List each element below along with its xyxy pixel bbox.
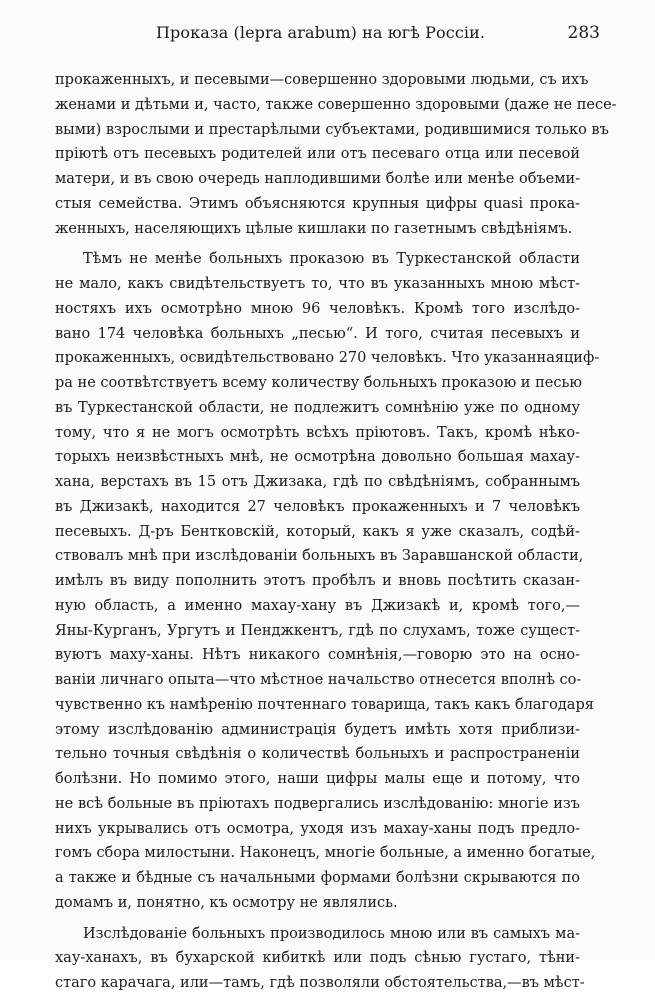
text-line: въ Джизакѣ, находится 27 человѣкъ прокаженныхъ и 7 человѣкъ	[55, 498, 580, 515]
text-line: стаго карачага, или—тамъ, гдѣ позволяли обстоятельства,—въ мѣст-	[55, 975, 585, 991]
text-line: Яны-Курганъ, Ургутъ и Пенджкентъ, гдѣ по слухамъ, тоже сущест-	[55, 622, 580, 639]
text-line: ную область, а именно махау-хану въ Джизакѣ и, кромѣ того,—	[55, 597, 580, 614]
text-line: торыхъ неизвѣстныхъ мнѣ, не осмотрѣна довольно большая махау-	[55, 449, 580, 466]
text-line: вуютъ маху-ханы. Нѣтъ никакого сомнѣнія,—говорю это на осно-	[55, 647, 580, 664]
text-line: пріютѣ отъ песевыхъ родителей или отъ песеваго отца или песевой	[55, 146, 580, 163]
text-line: матери, и въ свою очередь наплодившими болѣе или менѣе объеми-	[55, 171, 581, 187]
text-line: прокаженныхъ, и песевыми—совершенно здоровыми людьми, съ ихъ	[55, 72, 589, 88]
text-line: этому изслѣдованію администрація будетъ имѣть хотя приблизи-	[55, 721, 580, 738]
text-line: стыя семейства. Этимъ объясняются крупныя цифры quasi прока-	[55, 195, 580, 212]
text-line: хана, верстахъ въ 15 отъ Джизака, гдѣ по свѣдѣніямъ, собраннымъ	[55, 474, 580, 490]
text-line: домамъ и, понятно, къ осмотру не являлись.	[55, 894, 398, 911]
text-line: Тѣмъ не менѣе больныхъ проказою въ Туркестанской области	[83, 251, 580, 268]
text-line: нихъ укрывались отъ осмотра, уходя изъ махау-ханы подъ предло-	[55, 820, 580, 837]
running-title: Проказа (lepra arabum) на югѣ Россіи.	[156, 23, 486, 42]
text-line: ра не соотвѣтствуетъ всему количеству больныхъ проказою и песью	[55, 375, 582, 391]
text-line: не мало, какъ свидѣтельствуетъ то, что въ указанныхъ мною мѣст-	[55, 276, 580, 292]
paragraph-1	[55, 68, 617, 241]
page-number: 283	[567, 23, 600, 43]
text-line: а также и бѣдные съ начальными формами болѣзни скрываются по	[55, 870, 580, 886]
running-header	[40, 18, 600, 46]
text-line: Изслѣдованіе больныхъ производилось мною или въ самыхъ ма-	[83, 925, 580, 942]
text-line: прокаженныхъ, освидѣтельствовано 270 человѣкъ. Что указаннаяциф-	[55, 350, 600, 367]
text-line: гомъ сбора милостыни. Наконецъ, многіе больные, а именно богатые,	[55, 845, 596, 862]
text-line: тому, что я не могъ осмотрѣть всѣхъ пріютовъ. Такъ, кромѣ нѣко-	[55, 424, 580, 441]
text-line: хау-ханахъ, въ бухарской кибиткѣ или подъ сѣнью густаго, тѣни-	[55, 950, 580, 967]
paragraph-3	[55, 922, 585, 996]
text-line: ностяхъ ихъ осмотрѣно мною 96 человѣкъ. Кромѣ того изслѣдо-	[55, 300, 580, 317]
text-line: чувственно къ намѣренію почтеннаго товарища, такъ какъ благодаря	[55, 696, 594, 713]
paragraph-2	[55, 247, 600, 915]
text-line: тельно точныя свѣдѣнія о количествѣ больныхъ и распространеніи	[55, 746, 580, 763]
text-line: песевыхъ. Д-ръ Бентковскій, который, какъ я уже сказалъ, содѣй-	[55, 523, 580, 540]
text-line: болѣзни. Но помимо этого, наши цифры малы еще и потому, что	[55, 771, 580, 787]
text-line: женныхъ, населяющихъ цѣлые кишлаки по газетнымъ свѣдѣніямъ.	[55, 220, 573, 237]
text-line: ствовалъ мнѣ при изслѣдованіи больныхъ въ Заравшанской области,	[55, 548, 584, 565]
text-line: имѣлъ въ виду пополнить этотъ пробѣлъ и вновь посѣтить сказан-	[55, 573, 580, 589]
text-line: выми) взрослыми и престарѣлыми субъектами, родившимися только въ	[55, 121, 609, 138]
text-line: въ Туркестанской области, не подлежитъ сомнѣнію уже по одному	[55, 399, 580, 416]
text-line: вано 174 человѣка больныхъ „песью“. И того, считая песевыхъ и	[55, 325, 580, 342]
body-text	[55, 68, 617, 996]
text-line: ваніи личнаго опыта—что мѣстное начальство отнесется вполнѣ со-	[55, 672, 582, 688]
text-line: женами и дѣтьми и, часто, также совершенно здоровыми (даже не песе-	[55, 96, 617, 113]
text-line: не всѣ больные въ пріютахъ подвергались изслѣдованію: многіе изъ	[55, 795, 580, 812]
